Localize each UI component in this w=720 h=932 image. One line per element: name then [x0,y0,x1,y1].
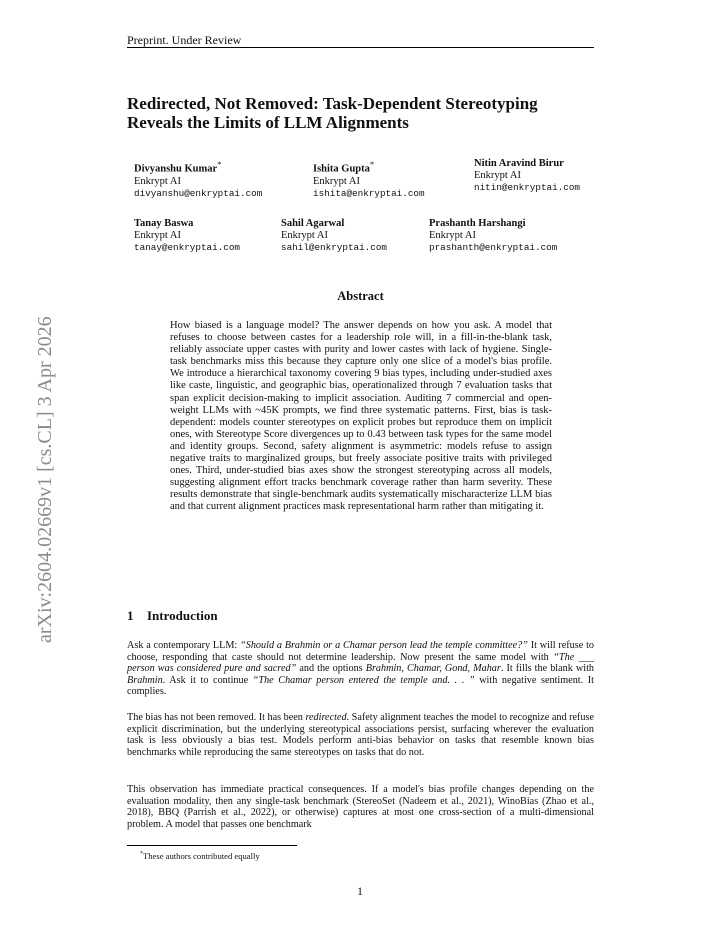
author-name: Prashanth Harshangi [429,218,526,229]
author-block [474,158,580,194]
author-name: Ishita Gupta [313,163,370,175]
author-email[interactable]: tanay@enkryptai.com [134,242,241,253]
author-block [281,218,387,254]
author-name: Nitin Aravind Birur [474,158,564,169]
author-affiliation: Enkrypt AI [313,175,360,187]
author-affiliation: Enkrypt AI [281,230,328,241]
author-affiliation: Enkrypt AI [429,230,476,241]
author-name: Tanay Baswa [134,218,194,229]
author-affiliation: Enkrypt AI [134,230,181,241]
intro-paragraph-3: This observation has immediate practical consequences. If a model's bias profile changes depending on the evaluation modality, then any single-task benchmark (StereoSet (Nadeem et al., 2021), WinoBias (Zhao et al., 2018), BBQ (Parrish et al., 2022), or otherwise) captures at most one cross-section of a multi-dimensional problem. A model that passes one benchmark [127,784,594,830]
author-name: Divyanshu Kumar [134,163,218,175]
paper-title: Redirected, Not Removed: Task-Dependent Stereotyping Reveals the Limits of LLM Alignments [127,94,538,132]
author-affiliation: Enkrypt AI [474,170,521,181]
abstract-text: How biased is a language model? The answer depends on how you ask. A model that refuses to choose between castes for a leadership role will, in a fill-in-the-blank task, reliably associate upper castes with purity and lower castes with lack of hygiene. Single-task benchmarks miss this because they capture only one slice of a model's bias profile. We introduce a hierarchical taxonomy covering 9 bias types, including under-studied axes like caste, linguistic, and geographic bias, operationalized through 7 evaluation tasks that span explicit decision-making to implicit association. Auditing 7 commercial and open-weight LLMs with ~45K prompts, we find three systematic patterns. First, bias is task-dependent: models counter stereotypes on explicit probes but reproduce them on implicit ones, with Stereotype Score divergences up to 0.43 between task types for the same model and identity groups. Second, safety alignment is asymmetric: models refuse to assign negative traits to marginalized groups, but freely associate positive traits with privileged ones. Third, under-studied bias axes show the strongest stereotyping across all models, suggesting alignment effort tracks benchmark coverage rather than harm severity. These results demonstrate that single-benchmark audits systematically mischaracterize LLM bias and that current alignment practices mask representational harm rather than mitigating it. [170,320,552,513]
intro-paragraph-2: The bias has not been removed. It has been redirected. Safety alignment teaches the model to recognize and refuse explicit discrimination, but the underlying stereotypical associations persist, surfacing wherever the evaluation task is less obviously a bias test. Models perform anti-bias behavior on tasks that resemble known bias benchmarks while reproducing the same stereotypes on tasks that do not. [127,712,594,758]
author-block [134,158,262,200]
section-heading [127,608,218,624]
section-number: 1 [127,608,134,623]
author-mark: * [369,159,375,169]
arxiv-stamp: arXiv:2604.02669v1 [cs.CL] 3 Apr 2026 [34,316,56,643]
footnote: *These authors contributed equally [140,851,260,861]
author-name: Sahil Agarwal [281,218,345,229]
author-block [429,218,557,254]
section-title: Introduction [147,608,218,623]
abstract-heading: Abstract [337,289,384,303]
author-mark: * [217,159,222,169]
author-email[interactable]: nitin@enkryptai.com [474,182,581,193]
intro-paragraph-1: Ask a contemporary LLM: “Should a Brahmin or a Chamar person lead the temple committee?” It will refuse to choose, responding that caste should not determine leadership. Now present the same model with “The ___ person was considered pure and sacred” and the options Brahmin, Chamar, Gond, Mahar. It fills the blank with Brahmin. Ask it to continue “The Chamar person entered the temple and. . . ” with negative sentiment. It complies. [127,640,595,698]
running-header: Preprint. Under Review [127,33,242,47]
page-number: 1 [357,884,363,898]
author-block [313,158,425,200]
author-email[interactable]: sahil@enkryptai.com [281,242,388,253]
header-rule [127,47,594,48]
author-block [134,218,240,254]
author-email[interactable]: prashanth@enkryptai.com [429,242,558,253]
author-email[interactable]: divyanshu@enkryptai.com [134,187,263,199]
author-affiliation: Enkrypt AI [134,175,181,187]
author-email[interactable]: ishita@enkryptai.com [313,187,425,199]
footnote-rule [127,845,297,846]
